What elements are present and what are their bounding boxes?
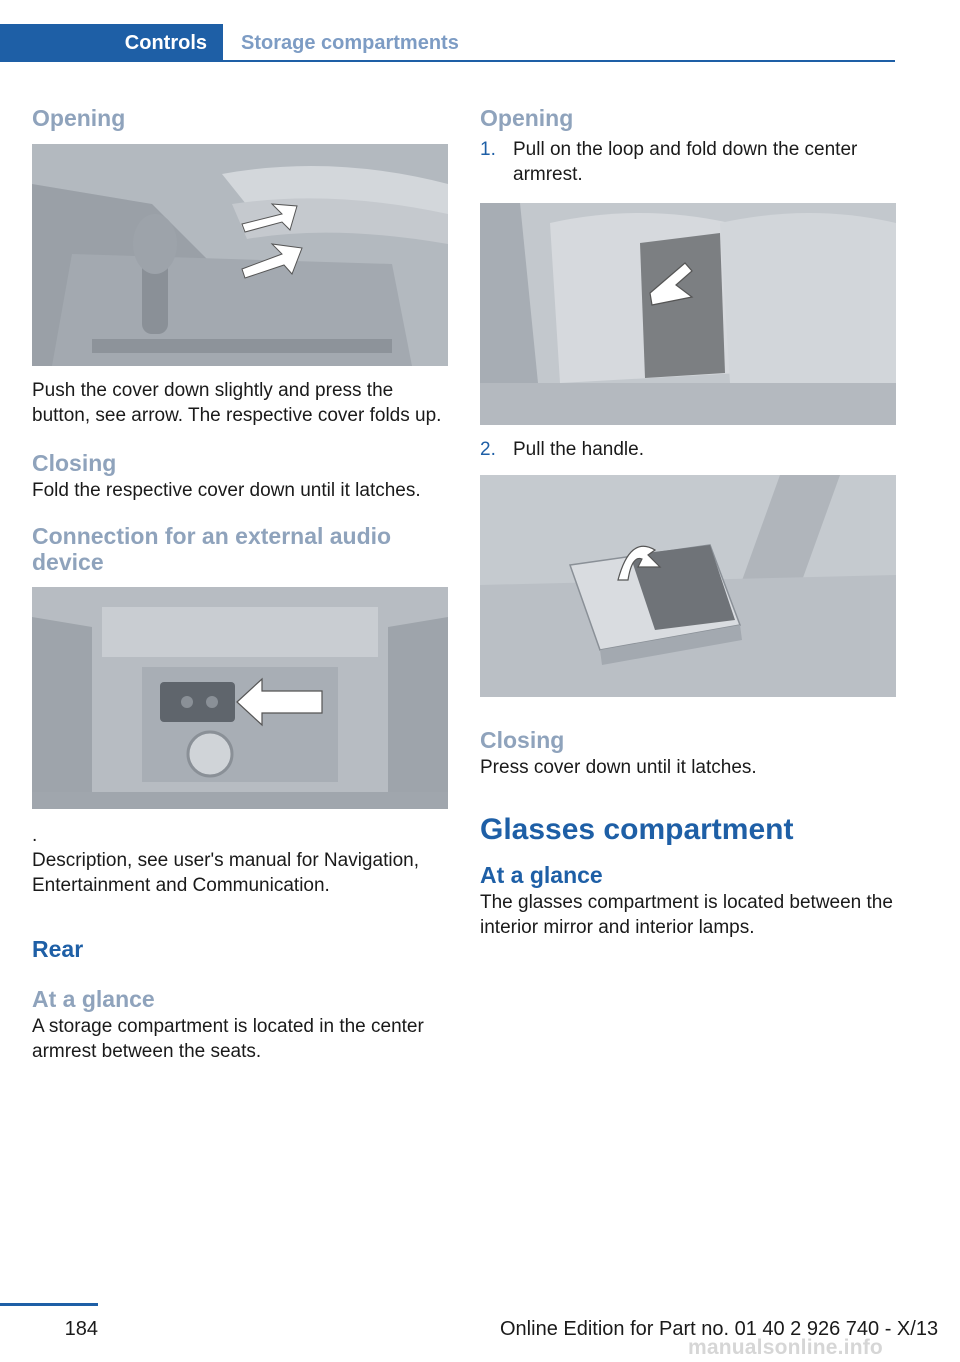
armrest-handle-illustration (480, 475, 896, 697)
opening-text: Push the cover down slightly and press the button, see arrow. The respective cover folds up. (32, 380, 442, 426)
audio-port-illustration (32, 587, 448, 809)
step-2 (480, 437, 896, 462)
glasses-glance-heading: At a glance (480, 862, 603, 888)
audio-port-drawing (32, 587, 448, 809)
glance-text: A storage compartment is located in the center armrest between the seats. (32, 1016, 424, 1062)
glasses-heading: Glasses compartment (480, 813, 794, 846)
opening-heading: Opening (32, 105, 126, 131)
glance-heading: At a glance (32, 986, 155, 1012)
subsection-title: Storage compartments (241, 31, 459, 54)
step-number: 1. (480, 139, 496, 160)
audio-dot: . (32, 825, 38, 846)
rear-seat-illustration (480, 203, 896, 425)
page-header (0, 24, 895, 62)
closing-text: Fold the respective cover down until it latches. (32, 480, 421, 501)
right-column (480, 100, 896, 940)
closing-heading: Closing (32, 450, 117, 476)
glasses-text: The glasses compartment is located between the interior mirror and interior lamps. (480, 892, 893, 938)
rear-seat-drawing (480, 203, 896, 425)
audio-heading: Connection for an external audio device (32, 523, 392, 575)
step-1 (480, 137, 896, 187)
step-text: Pull on the loop and fold down the center armrest. (513, 139, 858, 185)
rear-closing-heading: Closing (480, 727, 565, 753)
step-text: Pull the handle. (513, 439, 644, 460)
step-number: 2. (480, 439, 496, 460)
rear-opening-heading: Opening (480, 105, 574, 131)
watermark-text: manualsonline.info (688, 1336, 883, 1359)
edition-text: Online Edition for Part no. 01 40 2 926 740 - X/13 (500, 1318, 939, 1340)
header-rule (223, 60, 895, 62)
left-column (32, 100, 450, 1064)
gear-console-drawing (32, 144, 448, 366)
section-tab: Controls (0, 24, 223, 62)
armrest-handle-drawing (480, 475, 896, 697)
gear-console-illustration (32, 144, 448, 366)
rear-closing-text: Press cover down until it latches. (480, 757, 757, 778)
rear-heading: Rear (32, 936, 84, 962)
page-number: 184 (64, 1318, 98, 1340)
footer-rule (0, 1303, 98, 1306)
audio-text: Description, see user's manual for Navigation, Entertainment and Communication. (32, 850, 419, 896)
